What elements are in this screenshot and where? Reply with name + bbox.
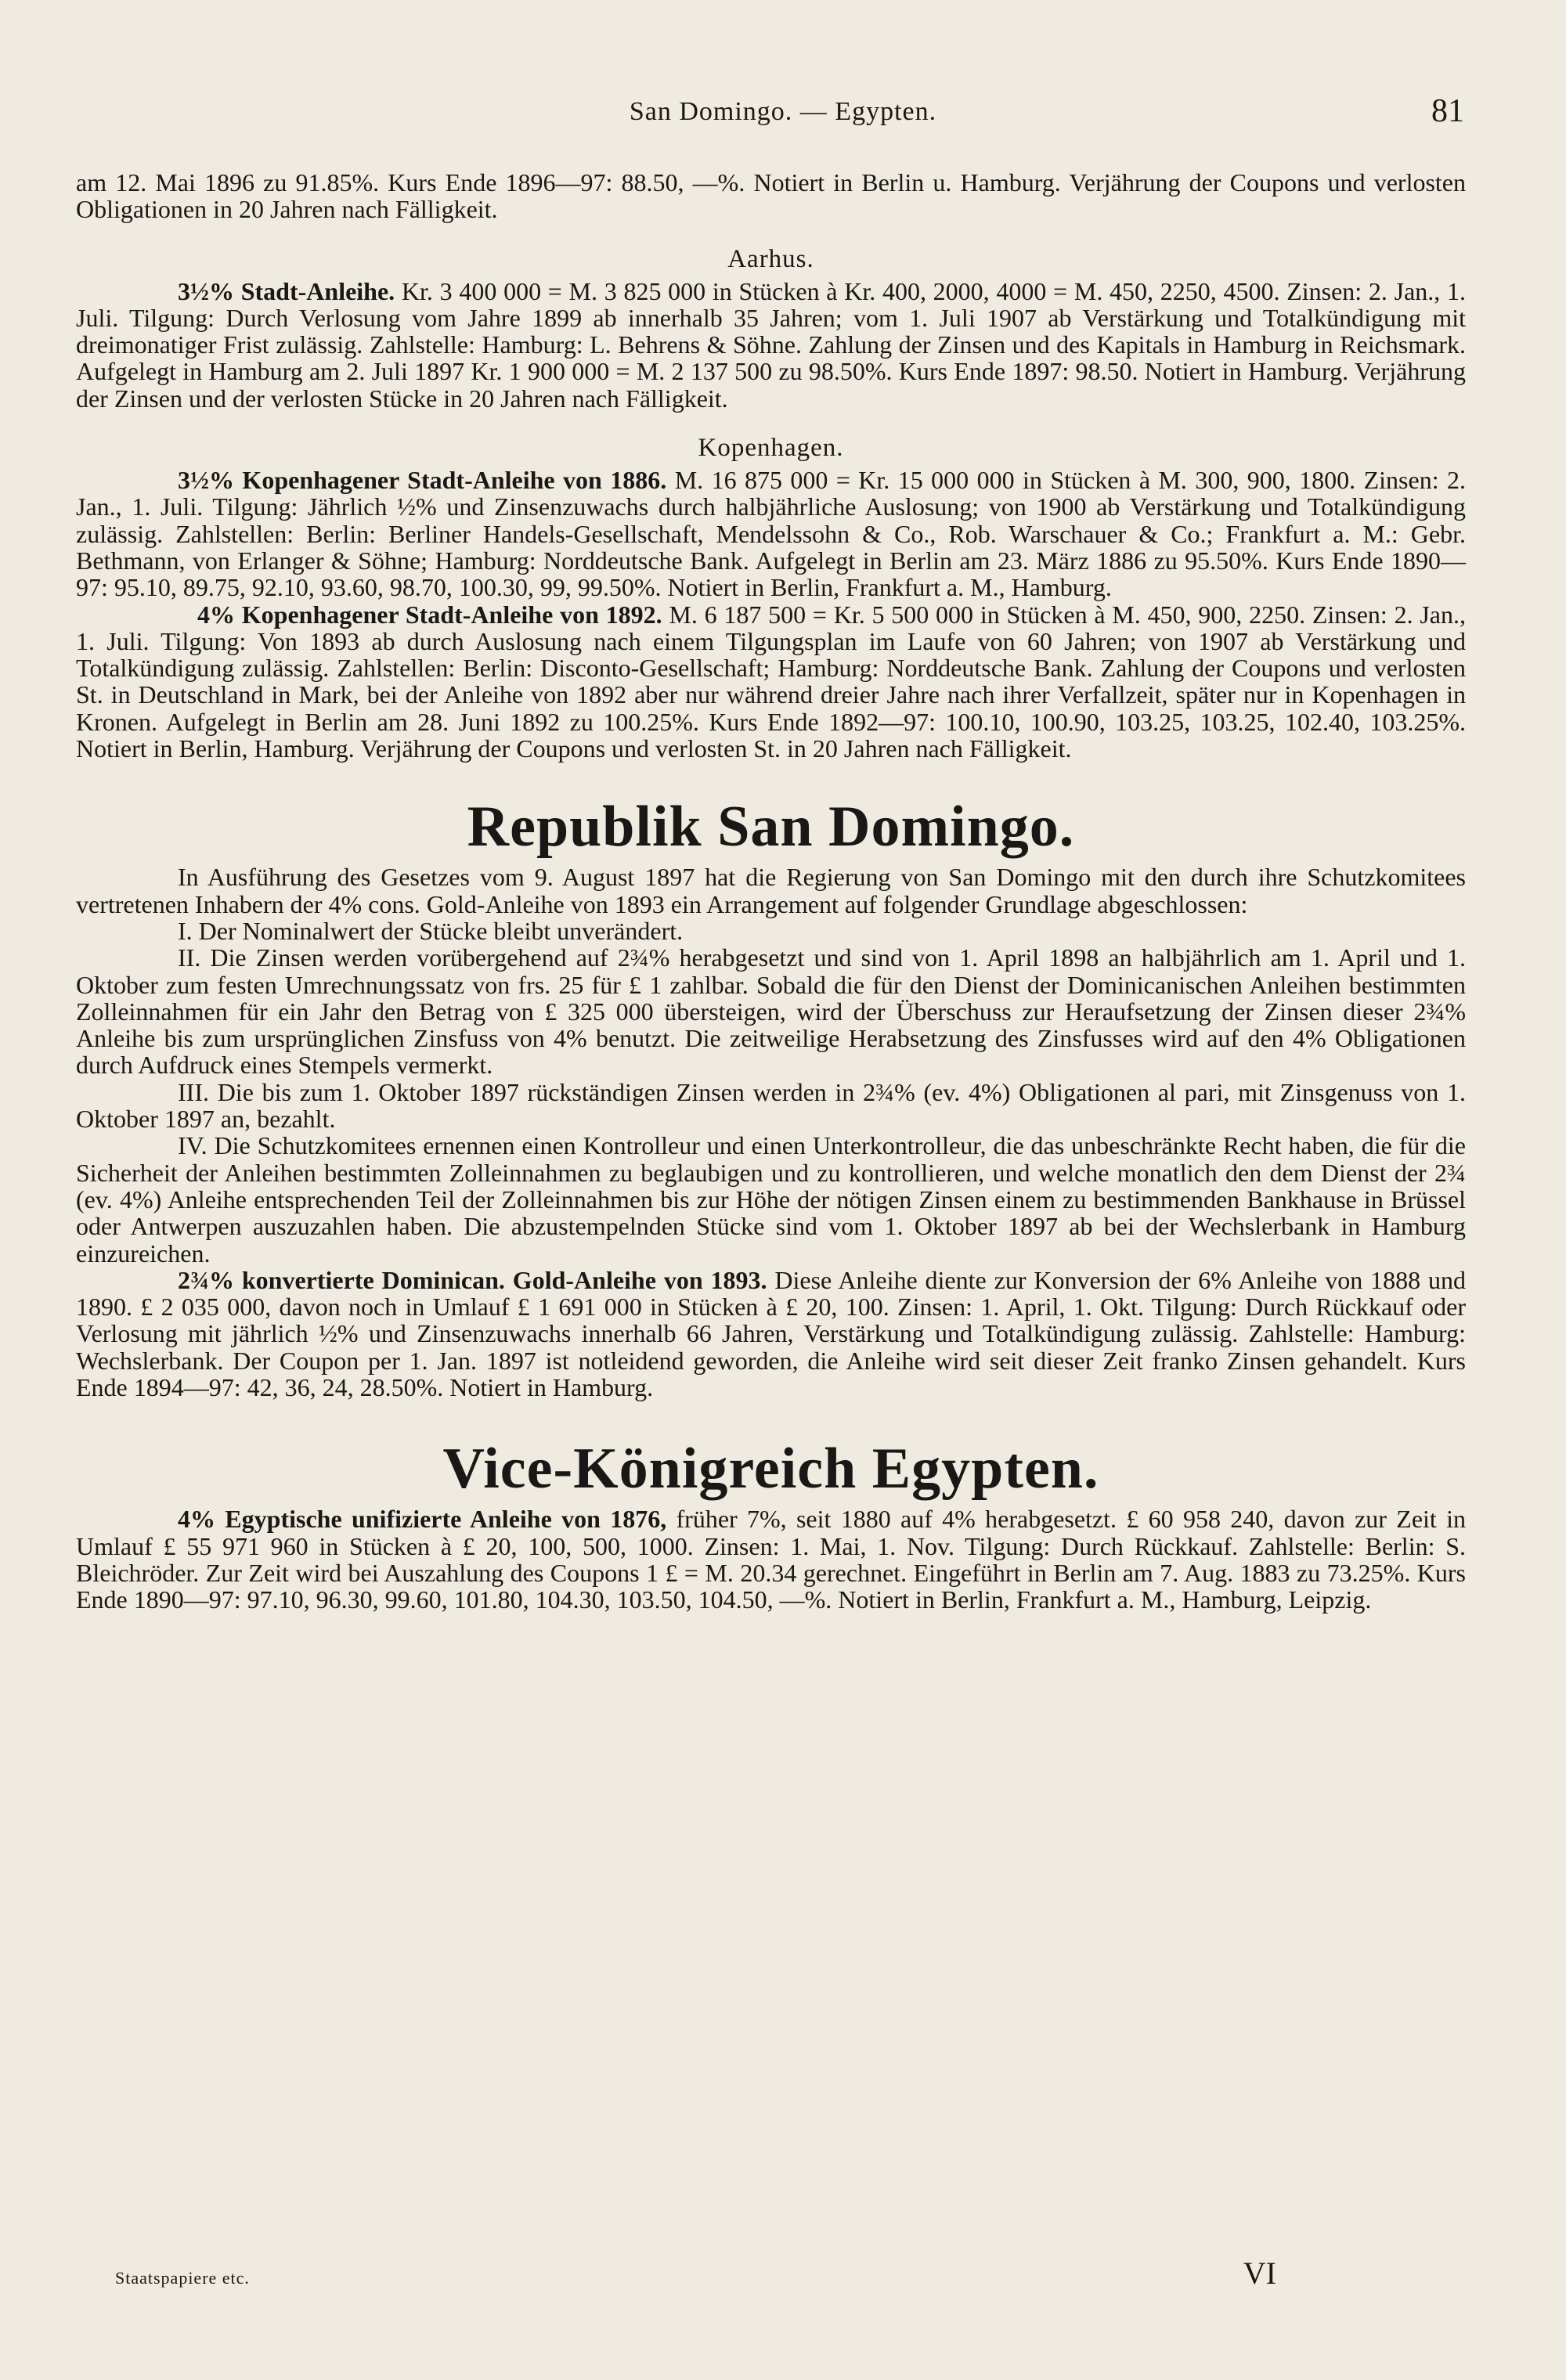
sheet-number: VI bbox=[1243, 2256, 1276, 2291]
loan-entry-egypten bbox=[76, 1506, 1466, 1613]
san-domingo-clause-4: IV. Die Schutzkomitees ernennen einen Kontrolleur und einen Unterkontrolleur, die das unbeschränkte Recht haben, die für die Sicherheit der Anleihen bestimmten Zolleinnahmen zu beglaubigen und zu kontrollieren, und welche monatlich den dem Dienst der 2¾ (ev. 4%) Anleihe entsprechenden Teil der Zolleinnahmen bis zur Höhe der nötigen Zinsen einem zu bestimmenden Bankhause in Brüssel oder Antwerpen auszuzahlen haben. Die abzustempelnden Stücke sind vom 1. Oktober 1897 ab bei der Wechslerbank in Hamburg einzureichen. bbox=[76, 1131, 1466, 1268]
loan-details: früher 7%, seit 1880 auf 4% herabgesetzt. £ 60 958 240, davon zur Zeit in Umlauf £ 55 971 960 in Stücken à £ 20, 100, 500, 1000. Zinsen: 1. Mai, 1. Nov. Tilgung: Durch Rückkauf. Zahlstelle: Berlin: S. Bleichröder. Zur Zeit wird bei Auszahlung des Coupons 1 £ = M. 20.34 gerechnet. Eingeführt in Berlin am 7. Aug. 1883 zu 73.25%. Kurs Ende 1890—97: 97.10, 96.30, 99.60, 101.80, 104.30, 103.50, 104.50, —%. Notiert in Berlin, Frankfurt a. M., Hamburg, Leipzig. bbox=[76, 1505, 1467, 1614]
loan-entry-san-domingo bbox=[76, 1267, 1466, 1401]
loan-entry-kopenhagen-1886 bbox=[76, 467, 1466, 600]
loan-title: 2¾% konvertierte Dominican. Gold-Anleihe von 1893. bbox=[178, 1265, 767, 1294]
loan-title: 3½% Stadt-Anleihe. bbox=[178, 276, 395, 305]
signature-mark: Staatspapiere etc. bbox=[115, 2268, 250, 2288]
loan-details: M. 6 187 500 = Kr. 5 500 000 in Stücken à M. 450, 900, 2250. Zinsen: 2. Jan., 1. Juli. Tilgung: Von 1893 ab durch Auslosung nach einem Tilgungsplan im Laufe von 60 Jahren; von 1907 ab Verstärkung und Totalkündigung zulässig. Zahlstellen: Berlin: Disconto-Gesellschaft; Hamburg: Norddeutsche Bank. Zahlung der Coupons und verlosten St. in Deutschland in Mark, bei der Anleihe von 1892 aber nur während dreier Jahre nach ihrer Verfallzeit, später nur in Kopenhagen in Kronen. Aufgelegt in Berlin am 28. Juni 1892 zu 100.25%. Kurs Ende 1892—97: 100.10, 100.90, 103.25, 103.25, 102.40, 103.25%. Notiert in Berlin, Hamburg. Verjährung der Coupons und verlosten St. in 20 Jahren nach Fälligkeit. bbox=[76, 600, 1467, 763]
section-heading-kopenhagen: Kopenhagen. bbox=[698, 434, 844, 463]
loan-details: Kr. 3 400 000 = M. 3 825 000 in Stücken à Kr. 400, 2000, 4000 = M. 450, 2250, 4500. Zinsen: 2. Jan., 1. Juli. Tilgung: Durch Verlosung vom Jahre 1899 ab innerhalb 35 Jahren; vom 1. Juli 1907 ab Verstärkung und Totalkündigung mit dreimonatiger Frist zulässig. Zahlstelle: Hamburg: L. Behrens & Söhne. Zahlung der Zinsen und des Kapitals in Hamburg in Reichsmark. Aufgelegt in Hamburg am 2. Juli 1897 Kr. 1 900 000 = M. 2 137 500 zu 98.50%. Kurs Ende 1897: 98.50. Notiert in Hamburg. Verjährung der Zinsen und der verlosten Stücke in 20 Jahren nach Fälligkeit. bbox=[76, 276, 1467, 413]
loan-title: 4% Kopenhagener Stadt-Anleihe von 1892. bbox=[197, 600, 662, 629]
section-heading-aarhus: Aarhus. bbox=[727, 244, 814, 273]
loan-details: Diese Anleihe diente zur Konversion der 6% Anleihe von 1888 und 1890. £ 2 035 000, davon noch in Umlauf £ 1 691 000 in Stücken à £ 20, 100. Zinsen: 1. April, 1. Okt. Tilgung: Durch Rückkauf oder Verlosung mit jährlich ½% und Zinsenzuwachs innerhalb 66 Jahren, Verstärkung und Totalkündigung zulässig. Zahlstelle: Hamburg: Wechslerbank. Der Coupon per 1. Jan. 1897 ist notleidend geworden, die Anleihe wird seit dieser Zeit franko Zinsen gehandelt. Kurs Ende 1894—97: 42, 36, 24, 28.50%. Notiert in Hamburg. bbox=[76, 1265, 1467, 1401]
san-domingo-intro: In Ausführung des Gesetzes vom 9. August 1897 hat die Regierung von San Domingo mit den durch ihre Schutzkomitees vertretenen Inhabern der 4% cons. Gold-Anleihe von 1893 ein Arrangement auf folgender Grundlage abgeschlossen: bbox=[76, 863, 1466, 918]
page-number: 81 bbox=[1431, 93, 1464, 129]
loan-details: M. 16 875 000 = Kr. 15 000 000 in Stücken à M. 300, 900, 1800. Zinsen: 2. Jan., 1. Juli. Tilgung: Jährlich ½% und Zinsenzuwachs durch halbjährliche Auslosung; von 1900 ab Verstärkung und Totalkündigung zulässig. Zahlstellen: Berlin: Berliner Handels-Gesellschaft, Mendelssohn & Co., Rob. Warschauer & Co.; Frankfurt a. M.: Gebr. Bethmann, von Erlanger & Söhne; Hamburg: Norddeutsche Bank. Aufgelegt in Berlin am 23. März 1886 zu 95.50%. Kurs Ende 1890—97: 95.10, 89.75, 92.10, 93.60, 98.70, 100.30, 99, 99.50%. Notiert in Berlin, Frankfurt a. M., Hamburg. bbox=[76, 466, 1467, 602]
san-domingo-clause-1: I. Der Nominalwert der Stücke bleibt unverändert. bbox=[178, 916, 684, 945]
running-title: San Domingo. — Egypten. bbox=[629, 97, 937, 126]
san-domingo-clause-2: II. Die Zinsen werden vorübergehend auf 2¾% herabgesetzt und sind von 1. April 1898 an halbjährlich am 1. April und 1. Oktober zum festen Umrechnungssatz von frs. 25 für £ 1 zahlbar. Sobald die für den Dienst der Dominicanischen Anleihen bestimmten Zolleinnahmen für ein Jahr den Betrag von £ 325 000 übersteigen, wird der Überschuss zur Heraufsetzung der Zinsen dieser 2¾% Anleihe bis zum ursprünglichen Zinsfuss von 4% benutzt. Die zeitweilige Herabsetzung des Zinsfusses wird auf den 4% Obligationen durch Aufdruck eines Stempels vermerkt. bbox=[76, 943, 1466, 1080]
loan-entry-aarhus bbox=[76, 278, 1466, 412]
san-domingo-clause-3: III. Die bis zum 1. Oktober 1897 rückständigen Zinsen werden in 2¾% (ev. 4%) Obligationen al pari, mit Zinsgenuss von 1. Oktober 1897 an, bezahlt. bbox=[76, 1077, 1466, 1134]
chapter-heading-san-domingo: Republik San Domingo. bbox=[467, 795, 1075, 860]
loan-title: 3½% Kopenhagener Stadt-Anleihe von 1886. bbox=[178, 466, 667, 495]
loan-entry-kopenhagen-1892 bbox=[76, 601, 1466, 763]
continued-paragraph: am 12. Mai 1896 zu 91.85%. Kurs Ende 1896—97: 88.50, —%. Notiert in Berlin u. Hamburg. Verjährung der Coupons und verlosten Obligationen in 20 Jahren nach Fälligkeit. bbox=[76, 168, 1466, 224]
loan-title: 4% Egyptische unifizierte Anleihe von 1876, bbox=[178, 1505, 667, 1534]
running-header bbox=[0, 92, 1566, 139]
chapter-heading-egypten: Vice-Königreich Egypten. bbox=[442, 1437, 1099, 1502]
text-column bbox=[76, 169, 1466, 1613]
